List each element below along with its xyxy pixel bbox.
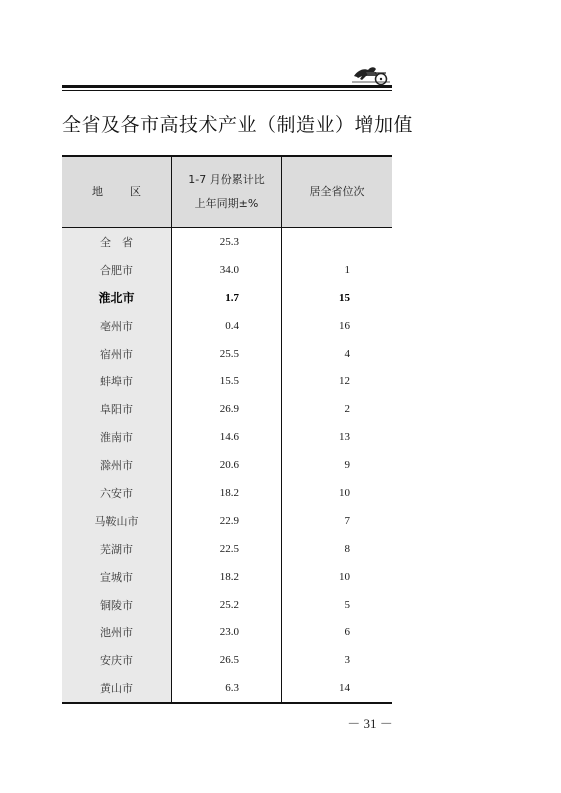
table-row [62,284,392,312]
growth-cell: 6.3 [172,674,282,702]
region-cell: 淮南市 [62,423,172,451]
table-body [62,228,392,702]
rank-cell: 10 [339,570,350,583]
region-cell: 宣城市 [62,563,172,591]
rank-cell: 5 [344,598,350,611]
table-row [62,312,392,340]
rank-cell: 16 [339,319,350,332]
header-growth-line2: 上年同期±% [194,197,259,210]
rank-cell [282,228,392,256]
region-cell: 宿州市 [62,340,172,368]
growth-cell: 25.2 [172,591,282,619]
region-cell: 滁州市 [62,451,172,479]
table-row [62,646,392,674]
table-row [62,591,392,619]
rank-cell: 1 [344,263,350,276]
table-row [62,563,392,591]
table-row [62,228,392,256]
growth-cell: 18.2 [172,479,282,507]
table-row [62,423,392,451]
rank-cell: 3 [344,654,350,667]
growth-cell: 0.4 [172,312,282,340]
header-rank: 居全省位次 [309,185,365,198]
growth-cell: 15.5 [172,367,282,395]
growth-cell: 20.6 [172,451,282,479]
growth-table [62,155,392,704]
growth-cell: 34.0 [172,256,282,284]
growth-cell: 26.9 [172,395,282,423]
table-row [62,340,392,368]
growth-cell: 22.5 [172,535,282,563]
growth-cell: 25.5 [172,340,282,368]
region-cell: 阜阳市 [62,395,172,423]
rank-cell: 15 [339,291,350,304]
header-growth-line1: 1-7 月份累计比 [188,173,265,186]
growth-cell: 14.6 [172,423,282,451]
header-growth [172,157,282,227]
rank-cell: 12 [339,375,350,388]
growth-cell: 18.2 [172,563,282,591]
table-row [62,451,392,479]
region-cell: 马鞍山市 [62,507,172,535]
growth-cell: 1.7 [172,284,282,312]
table-bottom-rule [62,702,392,704]
header-rule [62,85,392,88]
rank-cell: 6 [344,626,350,639]
growth-cell: 22.9 [172,507,282,535]
table-row [62,367,392,395]
table-row [62,256,392,284]
region-cell: 安庆市 [62,646,172,674]
table-row [62,507,392,535]
growth-cell: 26.5 [172,646,282,674]
header-region: 地 区 [62,157,172,227]
page-title: 全省及各市高技术产业（制造业）增加值 [62,114,414,136]
region-cell: 池州市 [62,618,172,646]
table-row [62,479,392,507]
rank-cell: 10 [339,486,350,499]
rank-cell: 9 [344,459,350,472]
rank-cell: 7 [344,514,350,527]
rank-cell: 13 [339,431,350,444]
growth-cell: 23.0 [172,618,282,646]
region-cell: 黄山市 [62,674,172,702]
table-row [62,674,392,702]
table-row [62,618,392,646]
region-cell: 合肥市 [62,256,172,284]
rank-cell: 14 [339,682,350,695]
region-cell: 淮北市 [62,284,172,312]
horse-chariot-logo-icon [350,62,392,86]
table-header [62,157,392,228]
header-rule-thin [62,90,392,91]
rank-cell: 2 [344,403,350,416]
region-cell: 全 省 [62,228,172,256]
region-cell: 蚌埠市 [62,367,172,395]
growth-cell: 25.3 [172,228,282,256]
rank-cell: 8 [344,542,350,555]
rank-cell: 4 [344,347,350,360]
region-cell: 铜陵市 [62,591,172,619]
region-cell: 芜湖市 [62,535,172,563]
page-number: － 31 － [347,716,393,731]
region-cell: 六安市 [62,479,172,507]
table-row [62,395,392,423]
table-row [62,535,392,563]
region-cell: 亳州市 [62,312,172,340]
